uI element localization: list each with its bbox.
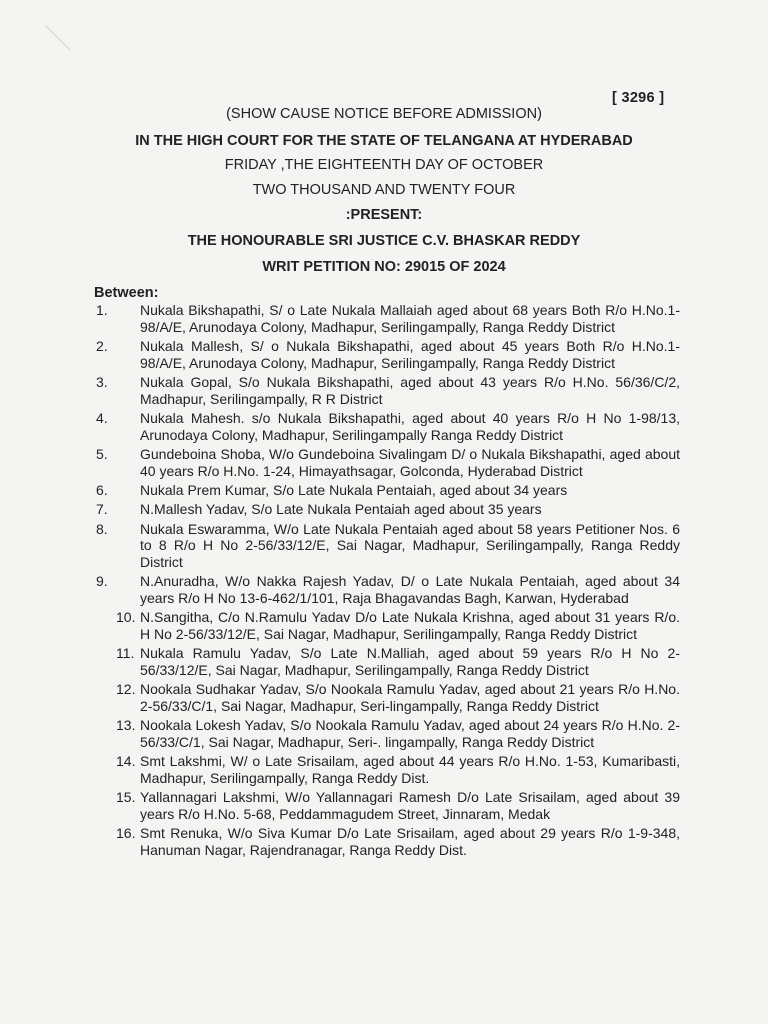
party-list [96,302,680,861]
petition-number: WRIT PETITION NO: 29015 OF 2024 [262,259,506,275]
list-item [96,521,680,571]
party-details: Nukala Mahesh. s/o Nukala Bikshapathi, aged about 40 years R/o H No 1-98/13, Arunodaya Colony, Madhapur, Serilingampally Ranga Reddy District [140,409,680,443]
item-number: 11. [116,645,135,662]
item-number: 10. [116,609,136,626]
list-item [96,645,680,678]
item-number: 1. [96,302,108,318]
list-item [96,825,680,858]
between-label: Between: [94,285,159,301]
list-item [96,681,680,714]
party-details: Yallannagari Lakshmi, W/o Yallannagari Ramesh D/o Late Srisailam, aged about 39 years R/o H.No. 5-68, Peddammagudem Street, Jinnaram, Medak [140,789,680,822]
party-details: Nukala Bikshapathi, S/ o Late Nukala Mallaiah aged about 68 years Both R/o H.No.1-98/A/E, Arunodaya Colony, Madhapur, Serilingampally, Ranga Reddy District [140,302,680,335]
list-item [96,501,680,518]
party-details: Nukala Prem Kumar, S/o Late Nukala Pentaiah, aged about 34 years [140,481,568,498]
list-item [96,789,680,822]
list-item [96,482,680,499]
list-item [96,573,680,606]
party-details: N.Anuradha, W/o Nakka Rajesh Yadav, D/ o Late Nukala Pentaiah, aged about 34 years R/o H No 13-6-462/1/101, Raja Bhagavandas Bagh, Karwan, Hyderabad [140,573,680,606]
list-item [96,446,680,479]
item-number: 3. [96,373,108,390]
party-details: Smt Renuka, W/o Siva Kumar D/o Late Srisailam, aged about 29 years R/o 1-9-348, Hanuman Nagar, Rajendranagar, Ranga Reddy Dist. [140,825,680,858]
item-number: 15. [116,789,136,806]
list-item [96,753,680,786]
list-item [96,374,680,407]
item-number: 6. [96,481,108,498]
list-item [96,338,680,371]
party-details: N.Sangitha, C/o N.Ramulu Yadav D/o Late Nukala Krishna, aged about 31 years R/o. H No 2-56/33/12/E, Sai Nagar, Madhapur, Serilingampally, Ranga Reddy District [140,609,680,642]
item-number: 12. [116,681,136,698]
item-number: 4. [96,409,108,426]
present-heading: :PRESENT: [345,207,423,223]
party-details: N.Mallesh Yadav, S/o Late Nukala Pentaiah aged about 35 years [140,501,542,518]
item-number: 2. [96,337,108,354]
party-details: Nukala Eswaramma, W/o Late Nukala Pentaiah aged about 58 years Petitioner Nos. 6 to 8 R/o H No 2-56/33/12/E, Sai Nagar, Madhapur, Serilingampally, Ranga Reddy District [140,520,680,570]
item-number: 5. [96,445,108,462]
item-number: 14. [116,753,136,770]
list-item [96,609,680,642]
list-item [96,410,680,443]
party-details: Smt Lakshmi, W/ o Late Srisailam, aged about 44 years R/o H.No. 1-53, Kumaribasti, Madhapur, Serilingampally, Ranga Reddy Dist. [140,753,680,786]
item-number: 8. [96,520,108,537]
date-line: FRIDAY ,THE EIGHTEENTH DAY OF OCTOBER [224,157,544,173]
party-details: Nukala Ramulu Yadav, S/o Late N.Malliah, aged about 59 years R/o H No 2-56/33/12/E, Sai Nagar, Madhapur, Serilingampally, Ranga Reddy District [140,645,680,678]
party-details: Nookala Lokesh Yadav, S/o Nookala Ramulu Yadav, aged about 24 years R/o H.No. 2-56/33/C/1, Sai Nagar, Madhapur, Seri-. lingampally, Ranga Reddy District [140,717,680,750]
judge-name: THE HONOURABLE SRI JUSTICE C.V. BHASKAR REDDY [187,233,581,249]
item-number: 16. [116,825,136,842]
list-item [96,302,680,335]
party-details: Nookala Sudhakar Yadav, S/o Nookala Ramulu Yadav, aged about 21 years R/o H.No. 2-56/33/C/1, Sai Nagar, Madhapur, Seri-lingampally, Ranga Reddy District [140,681,680,714]
item-number: 13. [116,717,136,734]
list-item [96,717,680,750]
notice-title: (SHOW CAUSE NOTICE BEFORE ADMISSION) [226,106,542,122]
party-details: Nukala Mallesh, S/ o Nukala Bikshapathi, aged about 45 years Both R/o H.No.1-98/A/E, Arunodaya Colony, Madhapur, Serilingampally, Ranga Reddy District [140,337,680,371]
document-number: [ 3296 ] [612,90,665,106]
court-name: IN THE HIGH COURT FOR THE STATE OF TELANGANA AT HYDERABAD [135,133,633,149]
party-details: Gundeboina Shoba, W/o Gundeboina Sivalingam D/ o Nukala Bikshapathi, aged about 40 years R/o H.No. 1-24, Himayathsagar, Golconda, Hyderabad District [140,445,680,479]
year-line: TWO THOUSAND AND TWENTY FOUR [252,182,516,198]
item-number: 9. [96,573,108,590]
scan-mark [40,20,80,60]
party-details: Nukala Gopal, S/o Nukala Bikshapathi, aged about 43 years R/o H.No. 56/36/C/2, Madhapur, Serilingampally, R R District [140,373,680,407]
item-number: 7. [96,501,108,518]
